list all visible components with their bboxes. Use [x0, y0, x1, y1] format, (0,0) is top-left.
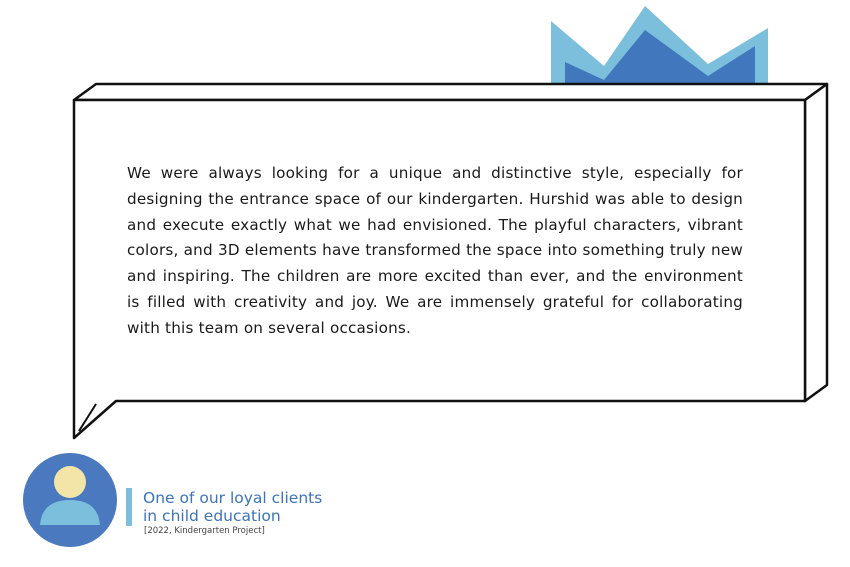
author-title: [143, 489, 403, 525]
author-accent-bar: [126, 488, 132, 526]
author-meta: [2022, Kindergarten Project]: [144, 526, 265, 536]
author-title-line1: One of our loyal clients: [143, 489, 323, 507]
bubble-top-face: [74, 84, 827, 100]
user-avatar-icon: [22, 452, 118, 548]
bubble-right-face: [805, 84, 827, 401]
testimonial-quote: We were always looking for a unique and distinctive style, especially for designing the entrance space of our kindergarten. Hurshid was able to design and execute exactly what we had envisioned. The playful characters, vibrant colors, and 3D elements have transformed the space into something truly new and inspiring. The children are more excited than ever, and the environment is filled with creativity and joy. We are immensely grateful for collaborating with this team on several occasions.: [127, 164, 743, 337]
author-title-line2: in child education: [143, 507, 281, 525]
